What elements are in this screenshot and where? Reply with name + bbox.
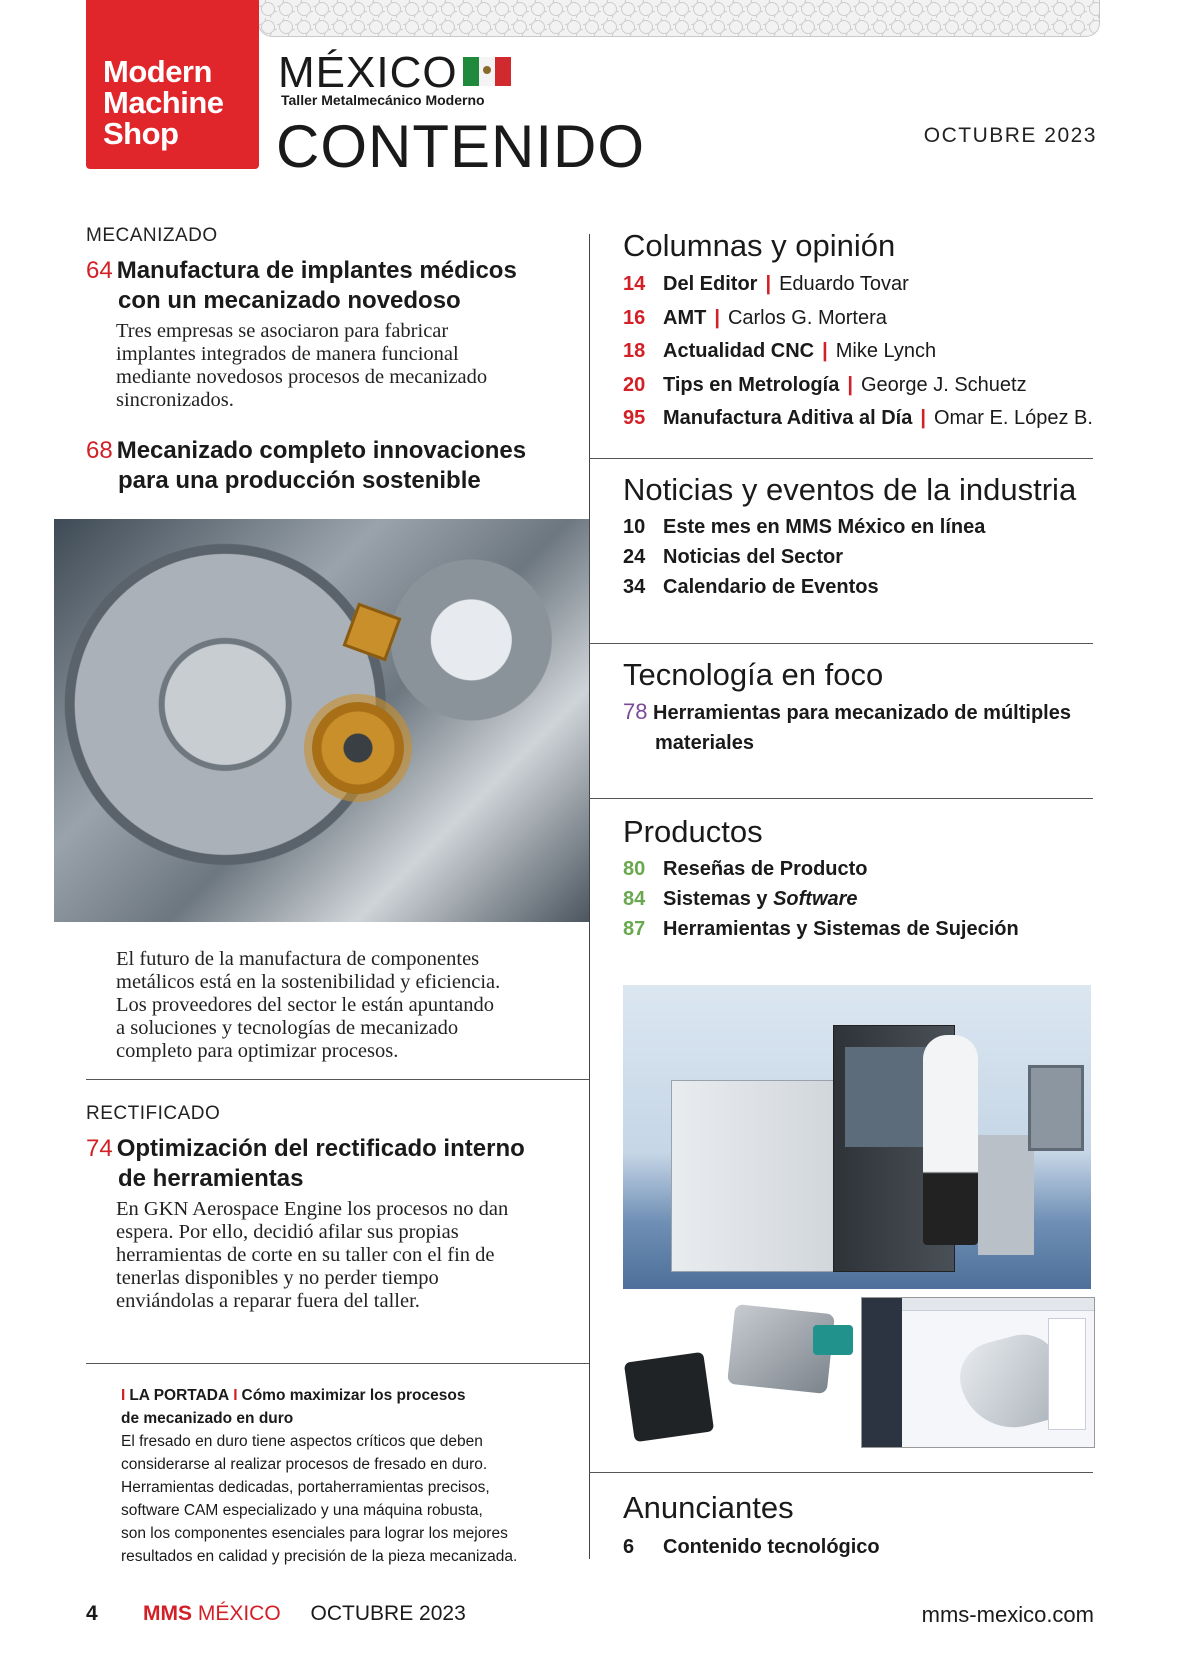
software-screenshot-photo [861,1297,1095,1448]
description-line: El futuro de la manufactura de componentes [116,948,480,970]
separator-bar: | [765,273,772,295]
description-line: a soluciones y tecnologías de mecanizado [116,1017,459,1039]
toc-entry[interactable] [623,268,1093,302]
description-line: Los proveedores del sector le están apuntando [116,994,494,1016]
toc-page-number: 87 [623,918,646,940]
toc-entry-name: Reseñas de Producto [663,858,868,880]
article-title[interactable] [86,256,566,316]
logo-line-1: Modern [103,54,212,89]
edition-tagline: Taller Metalmecánico Moderno [281,92,485,108]
software-toolbar-shape [902,1298,1094,1311]
article-title[interactable] [86,1134,566,1194]
divider [589,798,1093,799]
operator-shape [923,1035,978,1245]
article-title-line-2: de herramientas [118,1165,304,1192]
cover-bar: I [233,1387,238,1404]
article-page-number: 68 [86,437,113,464]
toc-page-number: 95 [623,407,646,429]
toc-page-number: 84 [623,888,646,910]
issue-date: OCTUBRE 2023 [923,124,1097,147]
cover-story-heading[interactable] [121,1384,551,1407]
cover-story-title-line-2: de mecanizado en duro [121,1410,294,1427]
toc-entry[interactable] [623,542,1093,572]
insert-shape [343,603,402,662]
software-sidebar-shape [862,1298,902,1447]
additive-machine-photo [623,985,1091,1289]
logo-line-3: Shop [103,116,179,151]
workholding-products-photo [623,1297,855,1447]
toc-entry-name: Del Editor [663,273,758,295]
toc-page-number: 20 [623,373,646,396]
toc-entry[interactable] [623,884,1093,914]
stand-shape [978,1135,1034,1255]
article-page-number: 64 [86,257,113,284]
description-line: software CAM especializado y una máquina robusta, [121,1502,483,1519]
toc-page-number: 18 [623,340,646,362]
cutting-tool-photo [54,519,589,922]
toc-entry[interactable] [623,697,1093,758]
description-line: En GKN Aerospace Engine los procesos no dan [116,1198,509,1220]
cover-bar: I [121,1387,126,1404]
cover-story[interactable] [121,1384,551,1568]
toc-page-number: 24 [623,546,646,568]
footer-pub-bold: MMS [143,1602,192,1625]
header-pattern-band [258,0,1100,37]
section-title: Noticias y eventos de la industria [623,472,1077,507]
divider [86,1363,589,1364]
article-title-line-1: Manufactura de implantes médicos [116,257,517,284]
brand-logo[interactable] [86,0,259,169]
toc-entry[interactable] [623,572,1093,602]
section-title: Tecnología en foco [623,657,884,692]
article-title-line-2: con un mecanizado novedoso [118,287,461,314]
gear-cutter-shape [312,702,404,794]
section-title: Productos [623,814,763,849]
toc-entry[interactable] [623,402,1093,436]
toc-entry-name: Herramientas y Sistemas de Sujeción [663,918,1019,940]
description-line: sincronizados. [116,389,234,411]
toc-entry-name: Calendario de Eventos [663,576,879,598]
toc-entry-name: Contenido tecnológico [663,1536,880,1558]
section-label-rectificado: RECTIFICADO [86,1103,221,1124]
toc-entry-author: Omar E. López B. [933,407,1093,429]
divider [86,1079,589,1080]
section-productos [623,814,1093,944]
description-line: mediante novedosos procesos de mecanizado [116,366,488,388]
description-line: completo para optimizar procesos. [116,1040,399,1062]
toc-page-number: 78 [623,699,648,724]
article-68[interactable] [86,436,566,496]
toc-entry[interactable] [623,369,1093,403]
toc-entry[interactable] [623,914,1093,944]
toc-page-number: 10 [623,516,646,538]
toc-entry[interactable] [623,512,1093,542]
toc-entry-author: Eduardo Tovar [779,273,909,295]
separator-bar: | [822,340,828,362]
toc-entry-name: AMT [663,306,707,329]
description-line: tenerlas disponibles y no perder tiempo [116,1267,439,1289]
description-line: enviándolas a reparar fuera del taller. [116,1290,420,1312]
description-line: implantes integrados de manera funcional [116,343,459,365]
toc-entry-author: Mike Lynch [835,340,937,362]
product-shape [624,1352,714,1442]
separator-bar: | [714,306,720,329]
article-title-line-1: Optimización del rectificado interno [116,1135,525,1162]
article-title-line-1: Mecanizado completo innovaciones [116,437,527,464]
footer-publication [143,1602,466,1626]
toc-page-number: 14 [623,273,646,295]
toc-entry[interactable] [623,302,1093,336]
footer-pub-light: MÉXICO [197,1602,281,1625]
divider [589,643,1093,644]
toc-entry-name: Manufactura Aditiva al Día [663,407,913,429]
toc-entry-title-line-1: Herramientas para mecanizado de múltiples [653,702,1071,724]
description-line: Tres empresas se asociaron para fabricar [116,320,449,342]
mexico-flag-icon [463,57,511,86]
toc-entry-title-line-2: materiales [655,732,754,754]
article-description [86,320,566,412]
article-title[interactable] [86,436,566,496]
toc-page-number: 80 [623,858,646,880]
footer-date: OCTUBRE 2023 [310,1602,466,1625]
footer-website-link[interactable]: mms-mexico.com [921,1602,1094,1627]
article-title-line-2: para una producción sostenible [118,467,481,494]
description-line: El fresado en duro tiene aspectos críticos que deben [121,1433,483,1450]
toc-entry[interactable] [623,854,1093,884]
toc-entry-author: Carlos G. Mortera [727,306,887,329]
separator-bar: | [847,373,853,396]
article-68-description [86,948,596,1063]
description-line: espera. Por ello, decidió afilar sus propias [116,1221,459,1243]
article-page-number: 74 [86,1135,113,1162]
article-64[interactable] [86,256,566,412]
section-noticias [623,472,1093,602]
logo-line-2: Machine [103,85,224,120]
divider [589,1472,1093,1473]
description-line: herramientas de corte en su taller con el fin de [116,1244,495,1266]
article-description [86,1198,566,1313]
article-74[interactable] [86,1134,566,1313]
description-line: considerarse al realizar procesos de fresado en duro. [121,1456,488,1473]
cover-story-label: LA PORTADA [129,1387,230,1404]
toc-entry[interactable] [623,335,1093,369]
description-line: resultados en calidad y precisión de la pieza mecanizada. [121,1548,518,1565]
separator-bar: | [920,407,926,429]
toc-entry-author: George J. Schuetz [860,373,1027,396]
section-label-mecanizado: MECANIZADO [86,225,218,246]
page-title: CONTENIDO [276,113,645,180]
description-line: son los componentes esenciales para lograr los mejores [121,1525,508,1542]
divider [589,458,1093,459]
toc-page-number: 6 [623,1536,635,1558]
section-tecnologia [623,657,1093,758]
section-title: Columnas y opinión [623,228,896,263]
toc-page-number: 16 [623,306,646,329]
section-anunciantes [623,1490,1093,1562]
toc-entry-name: Tips en Metrología [663,373,840,396]
edition-name: MÉXICO [278,48,458,97]
toc-page-number: 34 [623,576,646,598]
column-divider [589,234,590,1559]
cover-story-title-line-1: Cómo maximizar los procesos [241,1387,466,1404]
toc-entry-name: Este mes en MMS México en línea [663,516,986,538]
page-number: 4 [86,1602,98,1625]
section-columnas [623,228,1093,436]
section-title: Anunciantes [623,1490,794,1525]
monitor-shape [1028,1065,1084,1151]
software-panel-shape [1048,1318,1086,1430]
description-line: metálicos está en la sostenibilidad y eficiencia. [116,971,501,993]
toc-entry-name-italic: Software [773,888,858,910]
product-shape [813,1325,853,1355]
toc-entry-name: Actualidad CNC [663,340,815,362]
toc-entry[interactable] [623,1532,1093,1562]
machine-window-shape [845,1047,933,1147]
description-line: Herramientas dedicadas, portaherramientas precisos, [121,1479,490,1496]
toc-entry-name: Noticias del Sector [663,546,844,568]
machine-shape [671,1080,853,1272]
toc-entry-name: Sistemas y [663,888,768,910]
